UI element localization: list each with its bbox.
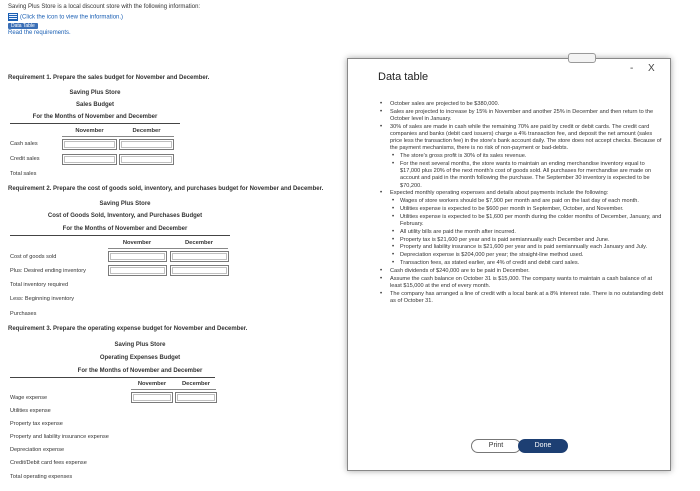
req2-ending-inventory-dec-input[interactable] <box>170 265 229 276</box>
info-link-row[interactable] <box>8 13 123 21</box>
req2-company: Saving Plus Store <box>99 201 151 207</box>
bullet-subitem: • Property tax is $21,600 per year and is paid semiannually each December and June. <box>378 237 664 244</box>
req3-wage-dec-input[interactable] <box>175 392 217 403</box>
req3-col-november: November <box>137 381 167 387</box>
req2-cogs-dec-input[interactable] <box>170 251 229 262</box>
bullet-subitem: • The store's gross profit is 30% of its sales revenue. <box>378 153 664 160</box>
req3-col-december: December <box>181 381 211 387</box>
req2-period: For the Months of November and December <box>62 226 188 232</box>
req3-row-label: Wage expense <box>10 395 48 401</box>
drag-handle[interactable] <box>568 53 596 63</box>
req1-title: Sales Budget <box>75 102 114 108</box>
req2-header-rule <box>108 248 228 249</box>
bullet-subitem: • Wages of store workers should be $7,900 per month and are paid on the last day of each month. <box>378 198 664 205</box>
req2-col-november: November <box>122 240 152 246</box>
req2-row-label: Less: Beginning inventory <box>10 296 75 302</box>
data-table-modal <box>347 58 671 471</box>
req3-row-label: Utilities expense <box>10 408 51 414</box>
req1-credit-sales-nov-input[interactable] <box>62 154 117 165</box>
requirements-link[interactable]: Read the requirements. <box>8 30 71 36</box>
req2-row-label: Cost of goods sold <box>10 254 57 260</box>
bullet-subitem: • All utility bills are paid the month after incurred. <box>378 229 664 236</box>
bullet-subitem: • Property and liability insurance is $21,600 per year and is paid semiannually each January and July. <box>378 244 664 251</box>
req1-prompt-text: Requirement 1. Prepare the sales budget for November and December. <box>8 75 210 81</box>
req3-company: Saving Plus Store <box>114 342 166 348</box>
req2-row-label: Purchases <box>10 311 37 317</box>
bullet-subitem: • Depreciation expense is $204,000 per year; the straight-line method used. <box>378 252 664 259</box>
req2-title: Cost of Goods Sold, Inventory, and Purchases Budget <box>47 213 203 219</box>
data-table-bullets <box>378 101 664 306</box>
req1-col-december: December <box>132 128 161 134</box>
req1-row-label: Cash sales <box>10 141 38 147</box>
req3-row-label: Property tax expense <box>10 421 63 427</box>
bullet-item: • Sales are projected to increase by 15% in November and another 25% in December and then return to the October level in January. <box>378 109 664 123</box>
req2-prompt-text: Requirement 2. Prepare the cost of goods sold, inventory, and purchases budget for November and December. <box>8 186 324 192</box>
modal-title: Data table <box>378 71 429 83</box>
data-table-badge[interactable]: Data Table <box>8 23 38 29</box>
bullet-subitem: • Utilities expense is expected to be $600 per month in September, October, and November. <box>378 206 664 213</box>
bullet-item: • 30% of sales are made in cash while the remaining 70% are paid by credit or debit cards. The credit card companies and banks (debit card issuers) charge a 4% transaction fee, and deposit the net amount (sales price less the transaction fee) in the store's bank account daily. The store does not accept checks. Because of the payment mechanisms, there is no risk of non-payment or bad-debts. <box>378 124 664 153</box>
req3-wage-nov-input[interactable] <box>131 392 173 403</box>
req3-period: For the Months of November and December <box>77 368 203 374</box>
data-table-badge-row[interactable] <box>8 23 38 29</box>
req1-prompt <box>8 75 209 81</box>
bullet-item: • Assume the cash balance on October 31 is $15,000. The company wants to maintain a cash balance of at least $15,000 at the end of every month. <box>378 276 664 290</box>
req3-prompt <box>8 326 247 332</box>
bullet-subitem: • Transaction fees, as stated earlier, are 4% of credit and debit card sales. <box>378 260 664 267</box>
req1-header-rule <box>62 136 174 137</box>
req3-divider <box>10 377 215 378</box>
req2-divider <box>10 235 230 236</box>
close-button[interactable]: X <box>648 63 655 74</box>
req2-row-label: Plus: Desired ending inventory <box>10 268 86 274</box>
print-button[interactable]: Print <box>471 439 521 453</box>
req1-credit-sales-dec-input[interactable] <box>119 154 174 165</box>
req2-row-label: Total inventory required <box>10 282 69 288</box>
minimize-button[interactable]: - <box>630 63 634 74</box>
done-button[interactable]: Done <box>518 439 568 453</box>
req1-row-label: Total sales <box>10 171 37 177</box>
data-table-icon[interactable] <box>8 13 18 21</box>
req1-cash-sales-dec-input[interactable] <box>119 139 174 150</box>
req3-row-label: Credit/Debit card fees expense <box>10 460 87 466</box>
info-link[interactable]: (Click the icon to view the information.) <box>20 14 124 21</box>
bullet-subitem: • Utilities expense is expected to be $1,600 per month during the colder months of December, January, and February. <box>378 214 664 228</box>
req3-row-label: Total operating expenses <box>10 474 73 480</box>
bullet-item: • Expected monthly operating expenses and details about payments include the following: <box>378 190 664 197</box>
req1-cash-sales-nov-input[interactable] <box>62 139 117 150</box>
bullet-item: • The company has arranged a line of credit with a local bank at a 8% interest rate. There is no outstanding debt as of October 31. <box>378 291 664 305</box>
req1-row-label: Credit sales <box>10 156 40 162</box>
req1-col-november: November <box>75 128 104 134</box>
req3-header-rule <box>131 389 216 390</box>
req1-divider <box>10 123 180 124</box>
req1-period: For the Months of November and December <box>32 114 158 120</box>
req1-company: Saving Plus Store <box>69 90 121 96</box>
req2-prompt <box>8 186 323 192</box>
problem-description: Saving Plus Store is a local discount store with the following information: <box>8 4 201 10</box>
req2-col-december: December <box>184 240 214 246</box>
bullet-item: • Cash dividends of $240,000 are to be paid in December. <box>378 268 664 275</box>
bullet-item: • October sales are projected to be $380,000. <box>378 101 664 108</box>
req2-cogs-nov-input[interactable] <box>108 251 167 262</box>
req3-title: Operating Expenses Budget <box>99 355 181 361</box>
req3-prompt-text: Requirement 3. Prepare the operating expense budget for November and December. <box>8 326 248 332</box>
req2-ending-inventory-nov-input[interactable] <box>108 265 167 276</box>
bullet-subitem: • For the next several months, the store wants to maintain an ending merchandise inventory equal to $17,000 plus 20% of the next month's cost of goods sold. All purchases for merchandise are made on account and paid in the month following the purchase. The September 30 inventory is expected to be $70,200. <box>378 161 664 190</box>
req3-row-label: Property and liability insurance expense <box>10 434 109 440</box>
req3-row-label: Depreciation expense <box>10 447 65 453</box>
